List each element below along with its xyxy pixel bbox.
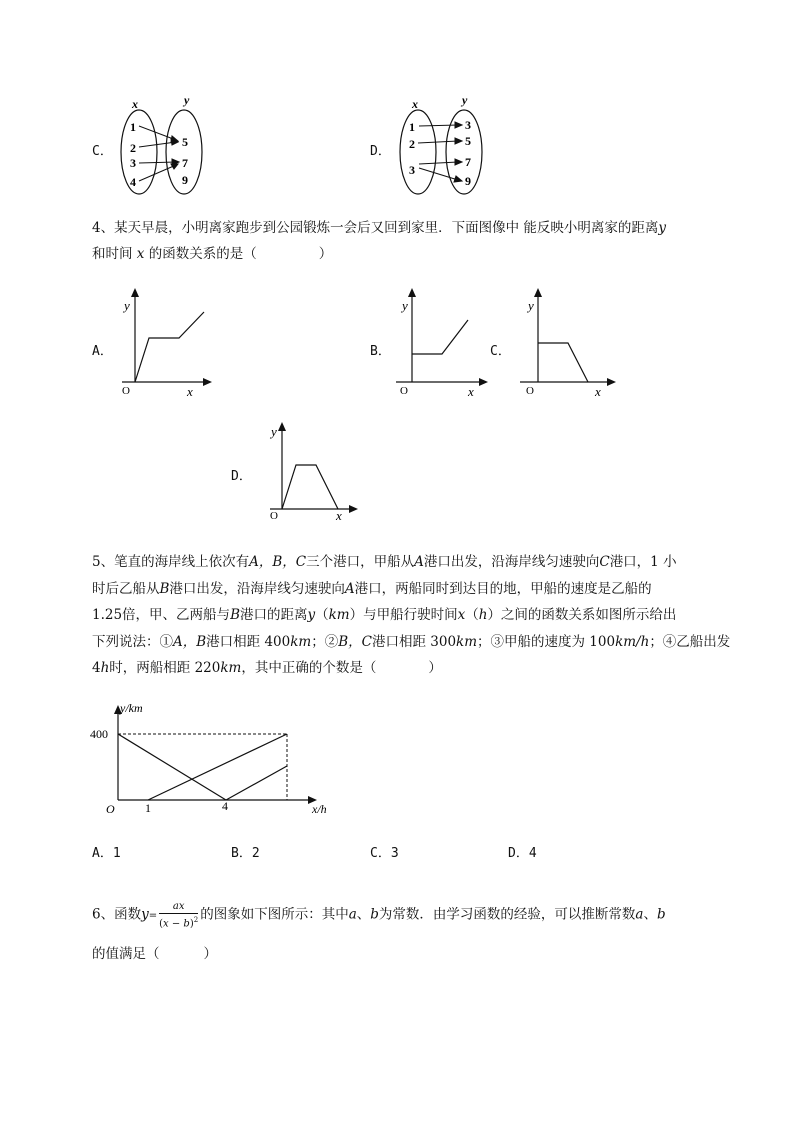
graph-tick-400: 400	[90, 727, 108, 741]
x-axis-arrow	[479, 378, 488, 386]
q4-option-d-graph	[258, 420, 363, 526]
q3-option-c-mapping-diagram	[112, 92, 212, 202]
q4-option-a-graph	[112, 286, 217, 398]
q5-var: A	[414, 554, 424, 570]
range-ellipse	[446, 110, 482, 194]
range-value: 5	[182, 135, 188, 149]
q5-var: B，C	[338, 634, 372, 650]
q6-fraction	[159, 900, 198, 930]
q5-text: ）之间的函数关系如图所示给出	[487, 607, 677, 623]
q5-line-5	[92, 658, 442, 678]
q5-text: ；②	[311, 634, 339, 650]
q5-text: 1.25倍，甲、乙两船与	[92, 607, 231, 623]
q5-choice-d: D．4	[508, 846, 537, 861]
ship-b-line	[148, 734, 287, 800]
q5-unit: km	[220, 660, 242, 676]
q5-text: 4	[92, 660, 101, 676]
q4-var-y: y	[658, 220, 667, 236]
origin-label: O	[526, 385, 534, 397]
q5-text: （	[465, 607, 479, 623]
q6-text: ）	[203, 946, 217, 962]
q3-option-c-label: C．	[92, 144, 113, 159]
q6-denominator: $(x - b)^2$	[159, 916, 199, 930]
mapping-x-header: x	[412, 97, 418, 111]
graph-origin: O	[106, 802, 115, 816]
q5-text: （	[315, 607, 329, 623]
range-value: 7	[182, 156, 188, 170]
mapping-x-header: x	[132, 97, 138, 111]
axis-x-label: x	[468, 384, 474, 398]
q4-option-c-graph	[516, 286, 616, 398]
q6-text: 为常数．由学习函数的经验，可以推断常数	[378, 906, 636, 923]
q5-text: 时，两船相距 220	[109, 660, 221, 676]
axis-x-label: x	[187, 384, 193, 398]
q4-var-x: x	[136, 246, 145, 262]
x-axis-arrow	[203, 378, 212, 386]
axis-y-label: y	[271, 424, 277, 439]
q5-text: 时后乙船从	[92, 581, 160, 597]
q3-option-d-label: D．	[370, 144, 391, 159]
q5-var: A，B，C	[249, 554, 307, 570]
q5-text: ）与甲船行驶时间	[349, 607, 458, 623]
graph-line	[412, 320, 468, 354]
range-value: 3	[465, 118, 471, 132]
q5-choice-a: A．1	[92, 846, 121, 861]
mapping-arrows	[418, 122, 462, 182]
domain-ellipse	[121, 110, 157, 194]
q5-unit: km/h	[615, 634, 650, 650]
q4-option-a-label: A．	[92, 344, 113, 359]
q6-var: y	[141, 906, 149, 923]
q6-text: 、	[356, 906, 371, 923]
q4-line-1	[92, 218, 666, 238]
q5-var: A	[344, 581, 355, 597]
graph-line	[538, 343, 588, 382]
range-value: 7	[465, 155, 471, 169]
q5-unit: km	[328, 607, 350, 623]
q5-line-3	[92, 605, 676, 625]
q5-choice-b: B．2	[231, 846, 260, 861]
q5-text: 三个港口，甲船从	[306, 554, 415, 570]
y-axis-arrow	[278, 422, 286, 431]
domain-value: 3	[409, 163, 415, 177]
q5-text: ；③甲船的速度为 100	[477, 634, 616, 650]
q4-option-b-label: B．	[370, 344, 391, 359]
q4-option-d-label: D．	[231, 469, 252, 484]
y-axis-arrow	[534, 288, 542, 297]
q5-text: 下列说法：①	[92, 634, 173, 650]
mapping-y-header: y	[462, 93, 468, 107]
q6-var: b	[370, 906, 379, 923]
q5-unit: km	[290, 634, 312, 650]
domain-value: 1	[409, 120, 415, 134]
graph-line	[282, 465, 338, 509]
q4-option-b-graph	[392, 286, 492, 398]
x-axis-arrow	[607, 378, 616, 386]
graph-line	[135, 312, 204, 382]
axis-y-label: y	[124, 298, 130, 313]
q4-text: 的函数关系的是（	[148, 246, 257, 262]
mapping-arrows	[139, 126, 179, 181]
y-axis-arrow	[408, 288, 416, 297]
domain-value: 2	[130, 141, 136, 155]
q5-text: 港口相距 300	[371, 634, 457, 650]
q5-text: 港口相距 400	[206, 634, 291, 650]
q6-var: a	[635, 906, 644, 923]
domain-value: 1	[130, 120, 136, 134]
q5-var: B	[230, 607, 240, 623]
q5-var: C	[599, 554, 610, 570]
domain-value: 3	[130, 156, 136, 170]
q5-var: x	[457, 607, 466, 623]
q5-var: A，B	[173, 634, 207, 650]
q6-line-1	[92, 900, 666, 930]
range-value: 9	[465, 174, 471, 188]
q3-option-d-mapping-diagram	[392, 92, 502, 202]
q6-numerator: ax	[159, 900, 198, 914]
q6-text: 6、函数	[92, 906, 142, 923]
q6-text: 、	[643, 906, 657, 923]
q5-text: ）	[428, 660, 442, 676]
graph-ylabel: y/km	[120, 701, 143, 715]
graph-tick-4: 4	[222, 799, 228, 813]
q5-line-1	[92, 552, 677, 572]
axis-y-label: y	[528, 298, 534, 313]
q5-line-2	[92, 579, 652, 599]
axis-x-label: x	[595, 384, 601, 398]
q5-text: ；④乙船出发	[649, 634, 731, 650]
axis-y-label: y	[402, 298, 408, 313]
axis-x-label: x	[336, 508, 342, 523]
range-value: 9	[182, 173, 188, 187]
q5-distance-time-graph	[88, 696, 348, 822]
origin-label: O	[400, 385, 408, 397]
mapping-y-header: y	[184, 93, 190, 107]
q4-text: 4、某天早晨，小明离家跑步到公园锻炼一会后又回到家里．下面图像中 能反映小明离家的距离	[92, 220, 659, 236]
q6-text: 的图象如下图所示：其中	[200, 906, 349, 923]
x-axis-arrow	[349, 505, 358, 513]
q6-text: 的值满足（	[92, 946, 160, 962]
domain-ellipse	[400, 110, 436, 194]
q5-unit: h	[100, 660, 110, 676]
origin-label: O	[122, 385, 130, 397]
ship-a-segment-1	[118, 734, 226, 800]
domain-value: 4	[130, 175, 136, 189]
ship-a-segment-2	[226, 766, 287, 800]
q6-line-2	[92, 944, 217, 964]
q5-text: ，其中正确的个数是（	[241, 660, 377, 676]
q5-text: 港口出发，沿海岸线匀速驶向	[423, 554, 600, 570]
q6-var: b	[656, 906, 666, 923]
graph-tick-1: 1	[145, 801, 151, 815]
q5-unit: km	[456, 634, 478, 650]
q5-unit: h	[478, 607, 488, 623]
domain-value: 2	[409, 137, 415, 151]
q5-text: 5、笔直的海岸线上依次有	[92, 554, 250, 570]
q4-text: 和时间	[92, 246, 133, 262]
range-value: 5	[465, 134, 471, 148]
q5-text: 港口，1 小	[609, 554, 677, 570]
q5-text: 港口出发，沿海岸线匀速驶向	[169, 581, 345, 597]
q6-var: a	[348, 906, 357, 923]
q6-text: =	[148, 910, 158, 922]
y-axis-arrow	[131, 288, 139, 297]
origin-label: O	[270, 510, 278, 522]
q5-text: 港口，两船同时到达目的地，甲船的速度是乙船的	[354, 581, 652, 597]
q5-var: B	[159, 581, 170, 597]
q4-option-c-label: C．	[490, 344, 511, 359]
q4-answer-close: ）	[318, 246, 333, 262]
q5-text: 港口的距离	[239, 607, 308, 623]
q5-line-4	[92, 632, 730, 652]
q5-choice-c: C．3	[370, 846, 399, 861]
q5-var: y	[307, 607, 316, 623]
graph-xlabel: x/h	[312, 802, 327, 816]
q4-line-2	[92, 244, 332, 264]
